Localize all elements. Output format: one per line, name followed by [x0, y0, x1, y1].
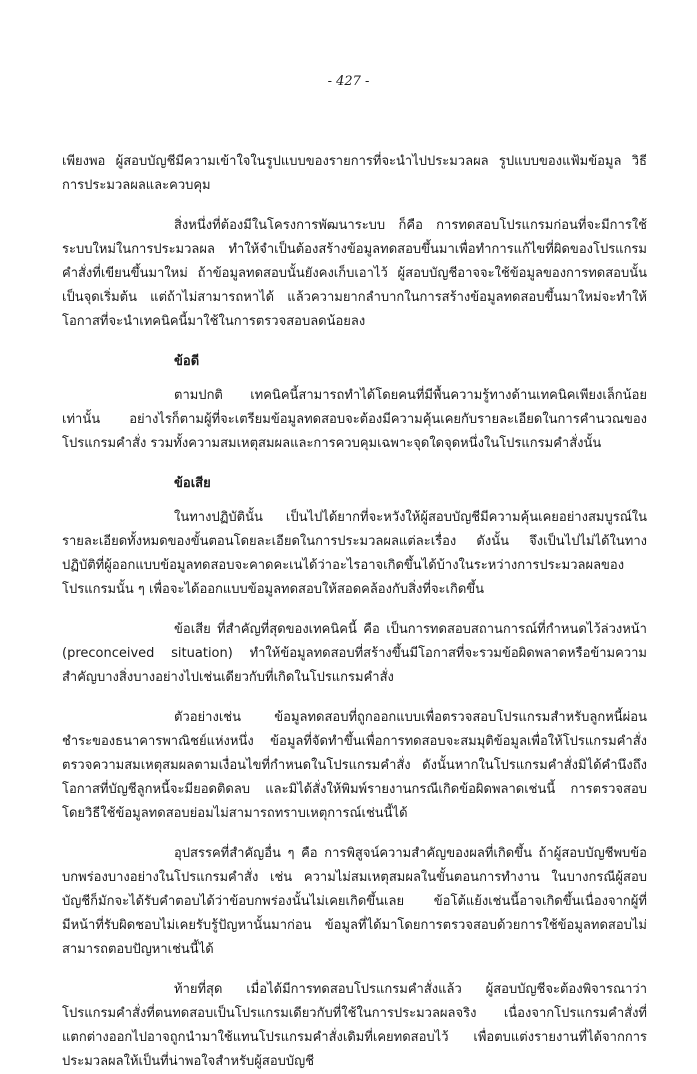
paragraph-intro: เพียงพอ ผู้สอบบัญชีมีความเข้าใจในรูปแบบของรายการที่จะนำไปประมวลผล รูปแบบของแฟ้มข้อมูล วิธีการประมวลผลและควบคุม: [62, 154, 647, 193]
page-number: - 427 -: [327, 74, 370, 89]
paragraph-system-development: สิ่งหนึ่งที่ต้องมีในโครงการพัฒนาระบบ ก็คือ การทดสอบโปรแกรมก่อนที่จะมีการใช้ระบบใหม่ในการประมวลผล ทำให้จำเป็นต้องสร้างข้อมูลทดสอบขึ้นมาเพื่อทำการแก้ไขที่ผิดของโปรแกรมคำสั่งที่เขียนขึ้นมาใหม่ ถ้าข้อมูลทดสอบนั้นยังคงเก็บเอาไว้ ผู้สอบบัญชีอาจจะใช้ข้อมูลของการทดสอบนั้นเป็นจุดเริ่มต้น แต่ถ้าไม่สามารถหาได้ แล้วความยากลำบากในการสร้างข้อมูลทดสอบขึ้นมาใหม่จะทำให้โอกาสที่จะนำเทคนิคนี้มาใช้ในการตรวจสอบลดน้อยลง: [62, 218, 647, 329]
paragraph-practice: ในทางปฏิบัตินั้น เป็นไปได้ยากที่จะหวังให้ผู้สอบบัญชีมีความคุ้นเคยอย่างสมบูรณ์ในรายละเอียดทั้งหมดของขั้นตอนโดยละเอียดในการประมวลผลแต่ละเรื่อง ดังนั้น จึงเป็นไปไม่ได้ในทางปฏิบัติที่ผู้ออกแบบข้อมูลทดสอบจะคาดคะเนได้ว่าอะไรอาจเกิดขึ้นได้บ้างในระหว่างการประมวลผลของโปรแกรมนั้น ๆ เพื่อจะได้ออกแบบข้อมูลทดสอบให้สอดคล้องกับสิ่งที่จะเกิดขึ้น: [62, 510, 647, 597]
paragraph-advantage: ตามปกติ เทคนิคนี้สามารถทำได้โดยคนที่มีพื้นความรู้ทางด้านเทคนิคเพียงเล็กน้อยเท่านั้น อย่างไรก็ตามผู้ที่จะเตรียมข้อมูลทดสอบจะต้องมีความคุ้นเคยกับรายละเอียดในการคำนวณของโปรแกรมคำสั่ง รวมทั้งความสมเหตุสมผลและการควบคุมเฉพาะจุดใดจุดหนึ่งในโปรแกรมคำสั่งนั้น: [62, 388, 647, 451]
heading-disadvantage: ข้อเสีย: [174, 476, 211, 491]
paragraph-main-disadvantage: ข้อเสีย ที่สำคัญที่สุดของเทคนิคนี้ คือ เป็นการทดสอบสถานการณ์ที่กำหนดไว้ล่วงหน้า (preconceived situation) ทำให้ข้อมูลทดสอบที่สร้างขึ้นมีโอกาสที่จะรวมข้อผิดพลาดหรือข้ามความสำคัญบางสิ่งบางอย่างไปเช่นเดียวกับที่เกิดในโปรแกรมคำสั่ง: [62, 622, 647, 685]
paragraph-example: ตัวอย่างเช่น ข้อมูลทดสอบที่ถูกออกแบบเพื่อตรวจสอบโปรแกรมสำหรับลูกหนี้ผ่อนชำระของธนาคารพาณิชย์แห่งหนึ่ง ข้อมูลที่จัดทำขึ้นเพื่อการทดสอบจะสมมุติข้อมูลเพื่อให้โปรแกรมคำสั่งตรวจความสมเหตุสมผลตามเงื่อนไขที่กำหนดในโปรแกรมคำสั่ง ดังนั้นหากในโปรแกรมคำสั่งมิได้คำนึงถึงโอกาสที่บัญชีลูกหนี้จะมียอดติดลบ และมิได้สั่งให้พิมพ์รายงานกรณีเกิดข้อผิดพลาดเช่นนี้ การตรวจสอบโดยวิธีใช้ข้อมูลทดสอบย่อมไม่สามารถทราบเหตุการณ์เช่นนี้ได้: [62, 710, 647, 821]
body-text: [62, 150, 647, 1074]
paragraph-obstacles: อุปสรรคที่สำคัญอื่น ๆ คือ การพิสูจน์ความสำคัญของผลที่เกิดขึ้น ถ้าผู้สอบบัญชีพบข้อบกพร่องบางอย่างในโปรแกรมคำสั่ง เช่น ความไม่สมเหตุสมผลในขั้นตอนการทำงาน ในบางกรณีผู้สอบบัญชีก็มักจะได้รับคำตอบได้ว่าข้อบกพร่องนั้นไม่เคยเกิดขึ้นเลย ข้อโต้แย้งเช่นนี้อาจเกิดขึ้นเนื่องจากผู้ที่มีหน้าที่รับผิดชอบไม่เคยรับรู้ปัญหานั้นมาก่อน ข้อมูลที่ได้มาโดยการตรวจสอบด้วยการใช้ข้อมูลทดสอบไม่สามารถตอบปัญหาเช่นนี้ได้: [62, 846, 647, 957]
paragraph-finally: ท้ายที่สุด เมื่อได้มีการทดสอบโปรแกรมคำสั่งแล้ว ผู้สอบบัญชีจะต้องพิจารณาว่า โปรแกรมคำสั่งที่ตนทดสอบเป็นโปรแกรมเดียวกับที่ใช้ในการประมวลผลจริง เนื่องจากโปรแกรมคำสั่งที่แตกต่างออกไปอาจถูกนำมาใช้แทนโปรแกรมคำสั่งเดิมที่เคยทดสอบไว้ เพื่อตบแต่งรายงานที่ได้จากการประมวลผลให้เป็นที่น่าพอใจสำหรับผู้สอบบัญชี: [62, 982, 647, 1069]
heading-advantage: ข้อดี: [174, 354, 200, 369]
